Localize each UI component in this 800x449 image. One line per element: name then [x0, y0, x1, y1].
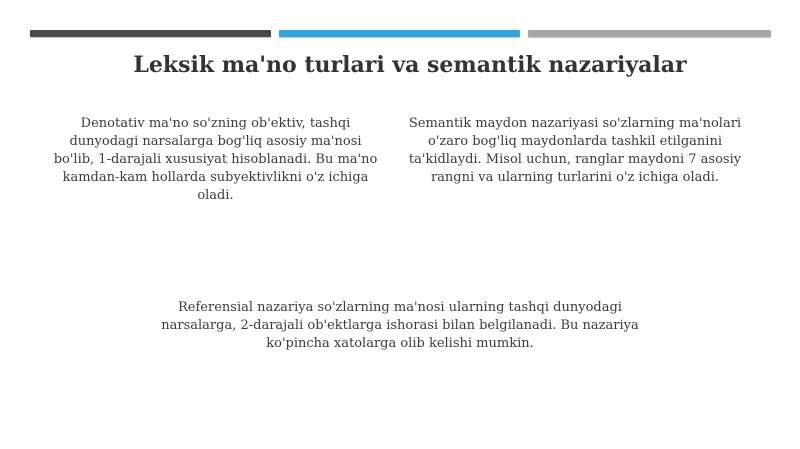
accent-bar-gray: [528, 30, 771, 37]
paragraph-referential: Referensial nazariya so'zlarning ma'nosi ularning tashqi dunyodagi narsalarga, 2-darajali ob'ektlarga ishorasi bilan belgilanadi. Bu nazariya ko'pincha xatolarga olib kelishi mumkin.: [161, 300, 639, 351]
paragraph-denotative: Denotativ ma'no so'zning ob'ektiv, tashqi dunyodagi narsalarga bog'liq asosiy ma'nosi bo'lib, 1-darajali xususiyat hisoblanadi. Bu ma'no kamdan-kam hollarda subyektivlikni o'z ichiga oladi.: [53, 116, 378, 203]
accent-bar-blue: [279, 30, 520, 37]
accent-bars: [30, 30, 771, 38]
paragraph-semantic-field: Semantik maydon nazariyasi so'zlarning ma'nolari o'zaro bog'liq maydonlarda tashkil etilganini ta'kidlaydi. Misol uchun, ranglar maydoni 7 asosiy rangni va ularning turlarini o'z ichiga oladi.: [408, 116, 742, 185]
slide-title: Leksik ma'no turlari va semantik nazariyalar: [133, 52, 687, 78]
accent-bar-dark: [30, 30, 271, 37]
